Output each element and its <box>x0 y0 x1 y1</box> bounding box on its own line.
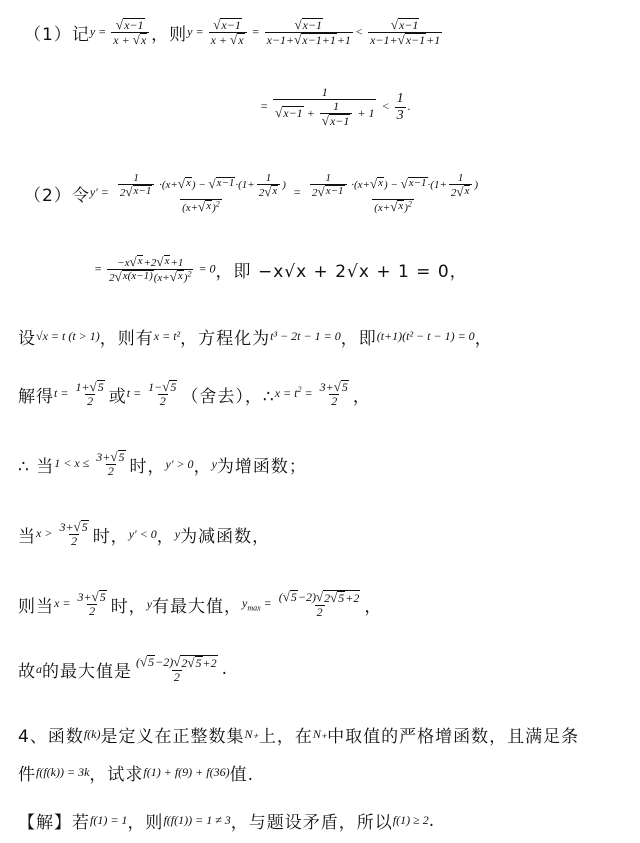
punct: ， <box>364 596 383 617</box>
maximum-line <box>18 590 382 619</box>
math-y: y <box>174 526 181 541</box>
part2-step2: = −x √ x +2 √ x +1 2 √ x(x−1) (x+ √ x )$^2$ = 0 <box>94 254 216 285</box>
text-when2: 当 <box>18 526 36 547</box>
text-defined-on: 是定义在正整数集 <box>100 727 245 747</box>
part2-step2-tail: ，即 −x√x + 2√x + 1 = 0， <box>215 262 468 283</box>
problem4-line2 <box>18 760 254 785</box>
part2-line1 <box>24 172 482 214</box>
part1-line1 <box>24 18 444 47</box>
math-ffk: f(f(k)) = 3k <box>36 765 90 779</box>
math-y: y <box>211 456 217 471</box>
math-interval-inc: 1 < x ≤ 3+ √ 5 2 <box>54 449 125 479</box>
text-set: 设 <box>18 329 36 349</box>
part2-line2 <box>94 255 468 284</box>
math-x-eq-t2: x = t² <box>153 329 181 343</box>
solve-line <box>18 380 371 408</box>
text-condition: 件 <box>18 765 36 785</box>
math-interval-dec: x > 3+ √ 5 2 <box>36 519 88 549</box>
text-solve: 解得 <box>18 386 54 407</box>
part1-ineq: < √ x−1 x−1+ √ x−1 +1 <box>354 17 441 48</box>
math-cubic: t³ − 2t − 1 = 0 <box>270 329 341 343</box>
increasing-line <box>18 450 307 478</box>
math-sqrt-x-eq-t: √x = t (t > 1) <box>36 329 100 343</box>
part1-label: （1）记 <box>24 25 90 46</box>
problem4-line1 <box>18 722 579 747</box>
math-f1-ge-2: f(1) ≥ 2 <box>392 813 429 827</box>
text-max-value-is: 的最大值是 <box>42 661 132 682</box>
part1-step2: = 1 √ x−1 + 1 √ x−1 + 1 < $\frac{1}{3}$ . <box>260 85 411 129</box>
math-ff1: f(f(1)) = 1 ≠ 3 <box>163 813 231 827</box>
text-therefore-when: ∴ 当 <box>18 456 55 477</box>
text-has-max: 有最大值， <box>152 596 243 617</box>
math-t-root1: t = 1+ √ 5 2 <box>54 379 104 409</box>
math-ymax: $y_{max}$ = ( √ 5 −2) √ 2 √ 5 +2 2 <box>242 589 360 619</box>
math-f1-eq-1: f(1) = 1 <box>90 813 128 827</box>
substitution-line <box>18 324 493 349</box>
math-a: a <box>36 661 42 676</box>
math-y: y <box>146 596 153 611</box>
math-yprime-pos: y′ > 0 <box>165 456 194 471</box>
part1-line2 <box>260 86 411 129</box>
text-solution-if: 【解】若 <box>18 813 90 833</box>
text-equation: ，方程化为 <box>180 329 271 349</box>
math-x-at-max: x = 3+ √ 5 2 <box>54 589 106 619</box>
answer-line <box>18 655 228 684</box>
part2-label: （2）令 <box>24 185 90 206</box>
math-t-root2: t = 1− √ 5 2 <box>126 379 177 409</box>
math-Nplus: N₊ <box>244 727 259 741</box>
text-strictly-increasing: 中取值的严格增函数，且满足条 <box>327 727 580 747</box>
part1-y-def: y = √ x−1 x + √ x <box>90 18 151 47</box>
math-fk: f(k) <box>83 727 101 741</box>
text-contradiction: ，与题设矛盾，所以 <box>230 813 393 833</box>
text-problem4: 4、函数 <box>18 727 84 747</box>
text-discard: （舍去），∴ <box>181 386 275 407</box>
punct: ， <box>193 456 212 477</box>
math-factored: (t+1)(t² − t − 1) = 0 <box>376 329 475 343</box>
solution-line <box>18 808 435 833</box>
math-sum: f(1) + f(9) + f(36) <box>143 765 230 779</box>
part1-y-eq: y = √ x−1 x + √ x = √ x−1 x−1+ √ x−1+1 +1 <box>187 17 351 48</box>
text-increasing: 为增函数； <box>216 456 307 477</box>
punct: ， <box>474 329 493 349</box>
part1-then: ，则 <box>151 25 188 46</box>
math-x-value: $x = t^2$ = 3+ √ 5 2 <box>274 379 348 409</box>
punct: . <box>221 659 229 680</box>
punct: ， <box>352 386 371 407</box>
text-or: 或 <box>108 386 127 407</box>
text-ie: ，即 <box>340 329 377 349</box>
text-when: 时， <box>92 526 129 547</box>
punct: . <box>428 810 436 831</box>
text-decreasing: 为减函数， <box>180 526 271 547</box>
text-then: ，则 <box>127 813 164 833</box>
text-then: ，则有 <box>99 329 154 349</box>
decreasing-line <box>18 520 270 548</box>
text-value: 值. <box>229 765 254 785</box>
math-answer: ( √ 5 −2) √ 2 √ 5 +2 2 <box>136 654 217 684</box>
text-hence: 故 <box>18 661 36 682</box>
text-then-when: 则当 <box>18 596 54 617</box>
text-when: 时， <box>129 456 166 477</box>
math-yprime-neg: y′ < 0 <box>128 526 157 541</box>
punct: ， <box>156 526 175 547</box>
text-find: ，试求 <box>89 765 144 785</box>
math-Nplus: N₊ <box>312 727 328 741</box>
text-when: 时， <box>110 596 147 617</box>
part2-yprime: y′ = 1 2 √ x−1 ·(x+ √ x ) − √ x−1 ·(1+ 1 2 √ x ) (x+ √ x )$^2$ = 1 2 √ x−1 ·(x+ √ x ) − √ x−1 ·(1+ 1 2 √ x ) (x+ √ x )$^2$ <box>89 172 479 215</box>
text-on-in: 上，在 <box>258 727 313 747</box>
